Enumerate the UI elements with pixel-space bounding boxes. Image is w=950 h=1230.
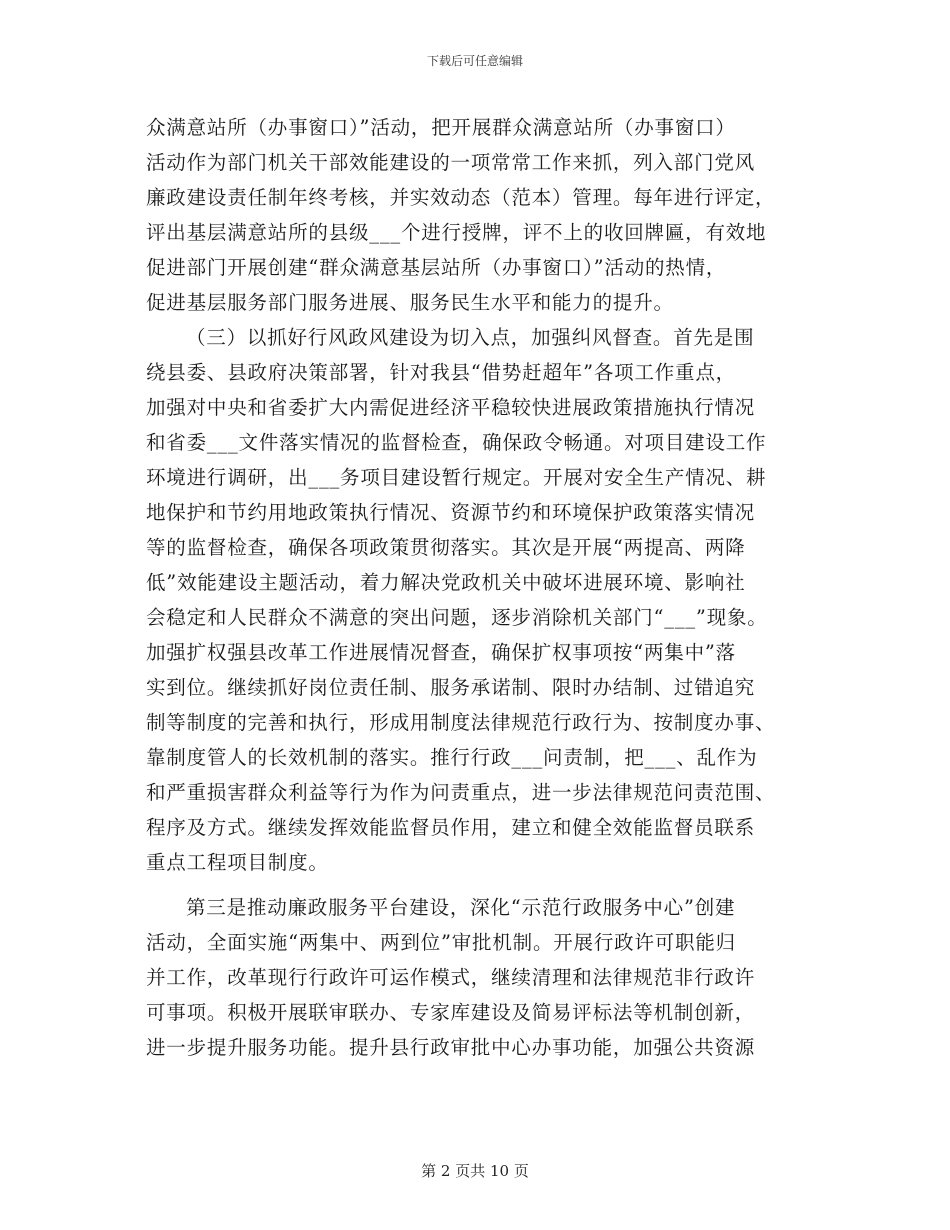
- text-line: 加强对中央和省委扩大内需促进经济平稳较快进展政策措施执行情况: [146, 396, 756, 419]
- text-line: 绕县委、县政府决策部署，针对我县“借势赶超年”各项工作重点，: [146, 361, 736, 384]
- text-line: 并工作，改革现行行政许可运作模式，继续清理和法律规范非行政许: [146, 966, 756, 989]
- text-line: 地保护和节约用地政策执行情况、资源节约和环境保护政策落实情况: [146, 501, 756, 524]
- page-header: 下载后可任意编辑: [426, 54, 523, 68]
- text-line: 加强扩权强县改革工作进展情况督查，确保扩权事项按“两集中”落: [146, 641, 736, 664]
- page-footer: 第 2 页共 10 页: [421, 1162, 529, 1180]
- text-line: 重点工程项目制度。: [146, 851, 329, 874]
- text-line: 会稳定和人民群众不满意的突出问题，逐步消除机关部门“___”现象。: [146, 606, 768, 629]
- text-line: 制等制度的完善和执行，形成用制度法律规范行政行为、按制度办事、: [146, 711, 776, 734]
- text-line: 促进部门开展创建“群众满意基层站所（办事窗口）”活动的热情，: [146, 256, 727, 279]
- paragraph-start-line: （三）以抓好行风政风建设为切入点，加强纠风督查。首先是围: [186, 326, 755, 349]
- text-line: 评出基层满意站所的县级___个进行授牌，评不上的收回牌匾，有效地: [146, 221, 767, 244]
- text-line: 进一步提升服务功能。提升县行政审批中心办事功能，加强公共资源: [146, 1036, 756, 1059]
- text-line: 靠制度管人的长效机制的落实。推行行政___问责制，把___、乱作为: [146, 746, 758, 769]
- text-line: 活动作为部门机关干部效能建设的一项常常工作来抓，列入部门党风: [146, 151, 756, 174]
- text-line: 实到位。继续抓好岗位责任制、服务承诺制、限时办结制、过错追究: [146, 676, 756, 699]
- text-line: 和严重损害群众利益等行为作为问责重点，进一步法律规范问责范围、: [146, 781, 776, 804]
- text-line: 众满意站所（办事窗口）”活动，把开展群众满意站所（办事窗口）: [146, 116, 736, 139]
- text-line: 促进基层服务部门服务进展、服务民生水平和能力的提升。: [146, 291, 674, 314]
- paragraph-start-line: 第三是推动廉政服务平台建设，深化“示范行政服务中心”创建: [186, 896, 736, 919]
- text-line: 和省委___文件落实情况的监督检查，确保政令畅通。对项目建设工作: [146, 431, 767, 454]
- text-line: 可事项。积极开展联审联办、专家库建设及简易评标法等机制创新，: [146, 1001, 756, 1024]
- text-line: 活动，全面实施“两集中、两到位”审批机制。开展行政许可职能归: [146, 931, 736, 954]
- text-line: 低”效能建设主题活动，着力解决党政机关中破坏进展环境、影响社: [146, 571, 746, 594]
- text-line: 等的监督检查，确保各项政策贯彻落实。其次是开展“两提高、两降: [146, 536, 746, 559]
- text-line: 程序及方式。继续发挥效能监督员作用，建立和健全效能监督员联系: [146, 816, 756, 839]
- text-line: 环境进行调研，出___务项目建设暂行规定。开展对安全生产情况、耕: [146, 466, 767, 489]
- text-line: 廉政建设责任制年终考核，并实效动态（范本）管理。每年进行评定，: [146, 186, 776, 209]
